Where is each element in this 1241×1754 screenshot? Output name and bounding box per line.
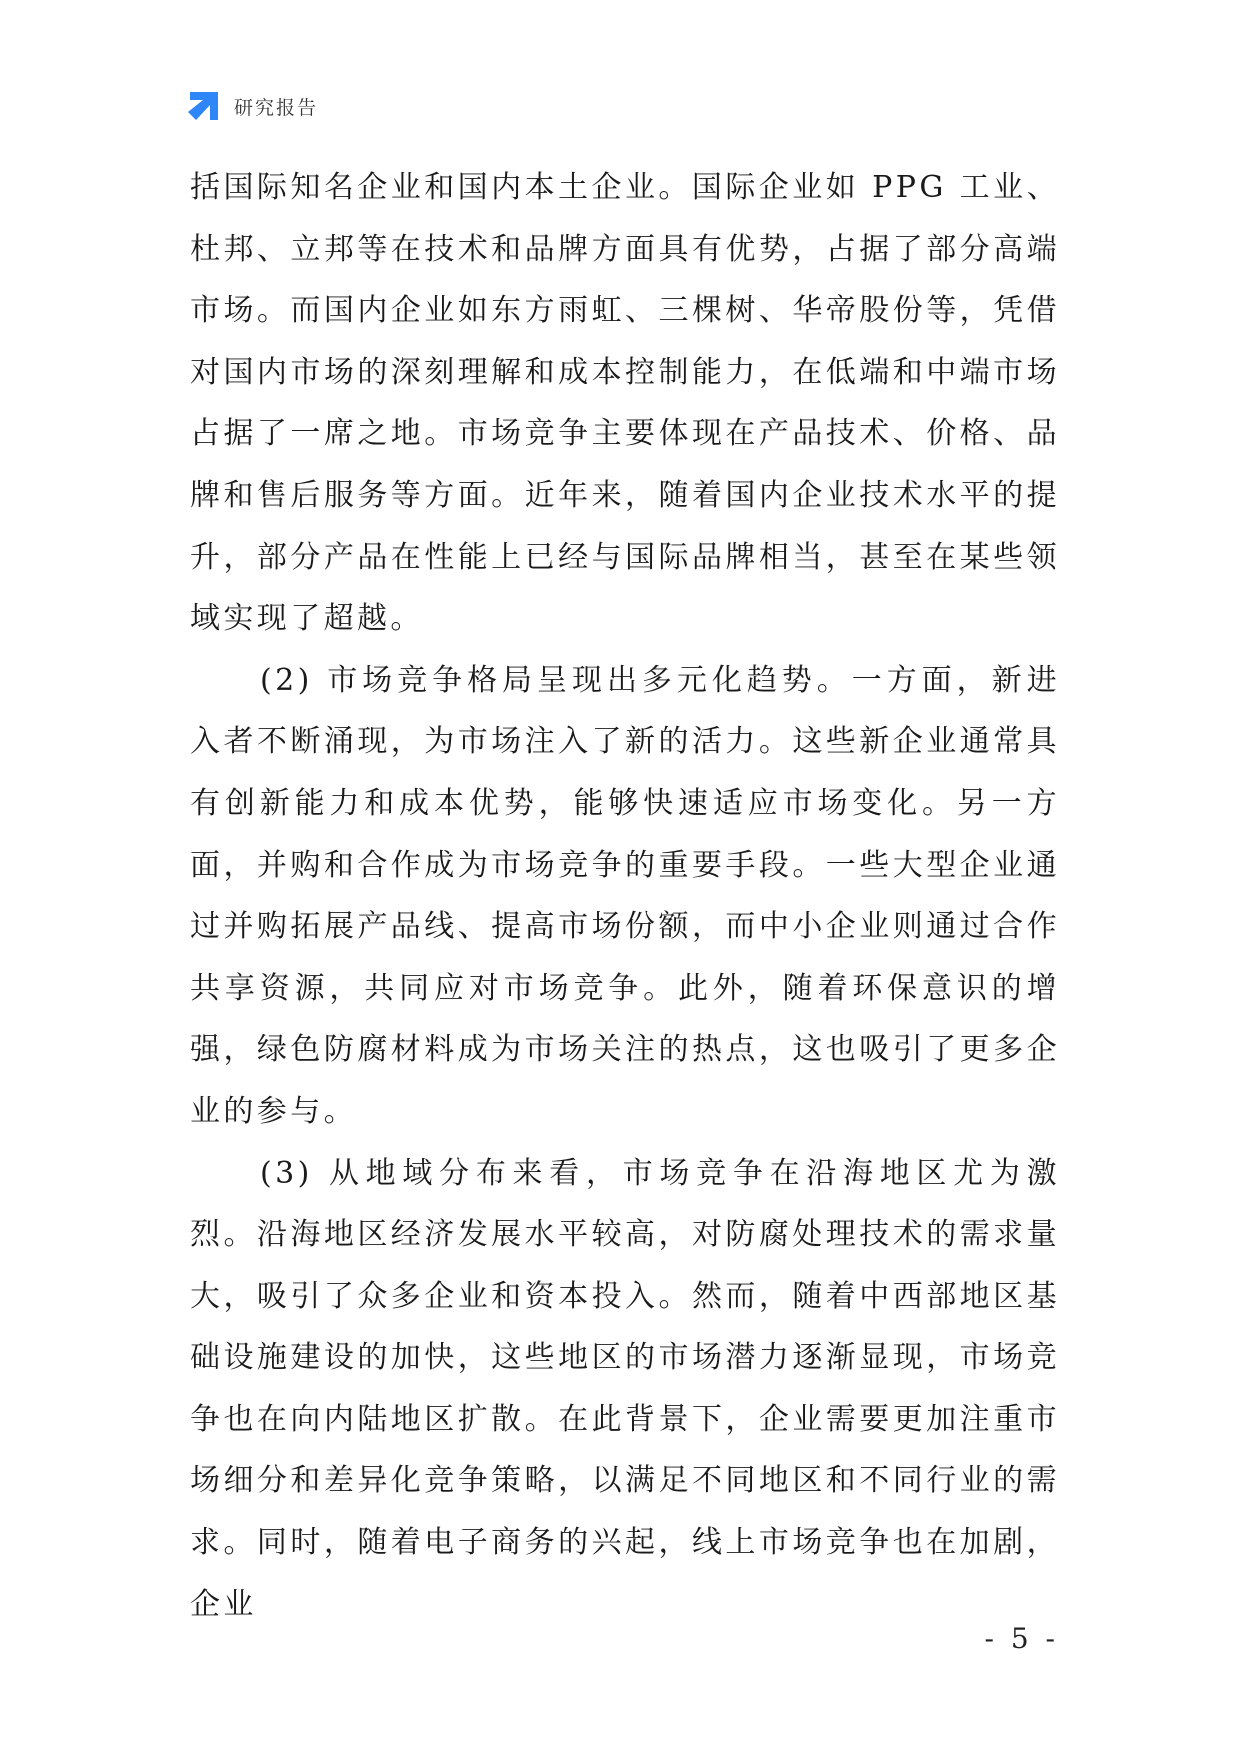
page-number: - 5 -	[984, 1622, 1059, 1655]
report-label: 研究报告	[234, 96, 319, 119]
paragraph-2: (2) 市场竞争格局呈现出多元化趋势。一方面，新进入者不断涌现，为市场注入了新的活力。这些新企业通常具有创新能力和成本优势，能够快速适应市场变化。另一方面，并购和合作成为市场竞争的重要手段。一些大型企业通过并购拓展产品线、提高市场份额，而中小企业则通过合作共享资源，共同应对市场竞争。此外，随着环保意识的增强，绿色防腐材料成为市场关注的热点，这也吸引了更多企业的参与。	[190, 662, 1060, 1129]
body-text	[190, 157, 1060, 1635]
page-header	[188, 88, 318, 124]
paragraph-3: (3) 从地域分布来看，市场竞争在沿海地区尤为激烈。沿海地区经济发展水平较高，对防腐处理技术的需求量大，吸引了众多企业和资本投入。然而，随着中西部地区基础设施建设的加快，这些地区的市场潜力逐渐显现，市场竞争也在向内陆地区扩散。在此背景下，企业需要更加注重市场细分和差异化竞争策略，以满足不同地区和不同行业的需求。同时，随着电子商务的兴起，线上市场竞争也在加剧，企业	[190, 1155, 1060, 1622]
arrow-up-right-icon	[188, 90, 220, 122]
paragraph-1: 括国际知名企业和国内本土企业。国际企业如 PPG 工业、杜邦、立邦等在技术和品牌方面具有优势，占据了部分高端市场。而国内企业如东方雨虹、三棵树、华帝股份等，凭借对国内市场的深刻理解和成本控制能力，在低端和中端市场占据了一席之地。市场竞争主要体现在产品技术、价格、品牌和售后服务等方面。近年来，随着国内企业技术水平的提升，部分产品在性能上已经与国际品牌相当，甚至在某些领域实现了超越。	[190, 170, 1060, 637]
